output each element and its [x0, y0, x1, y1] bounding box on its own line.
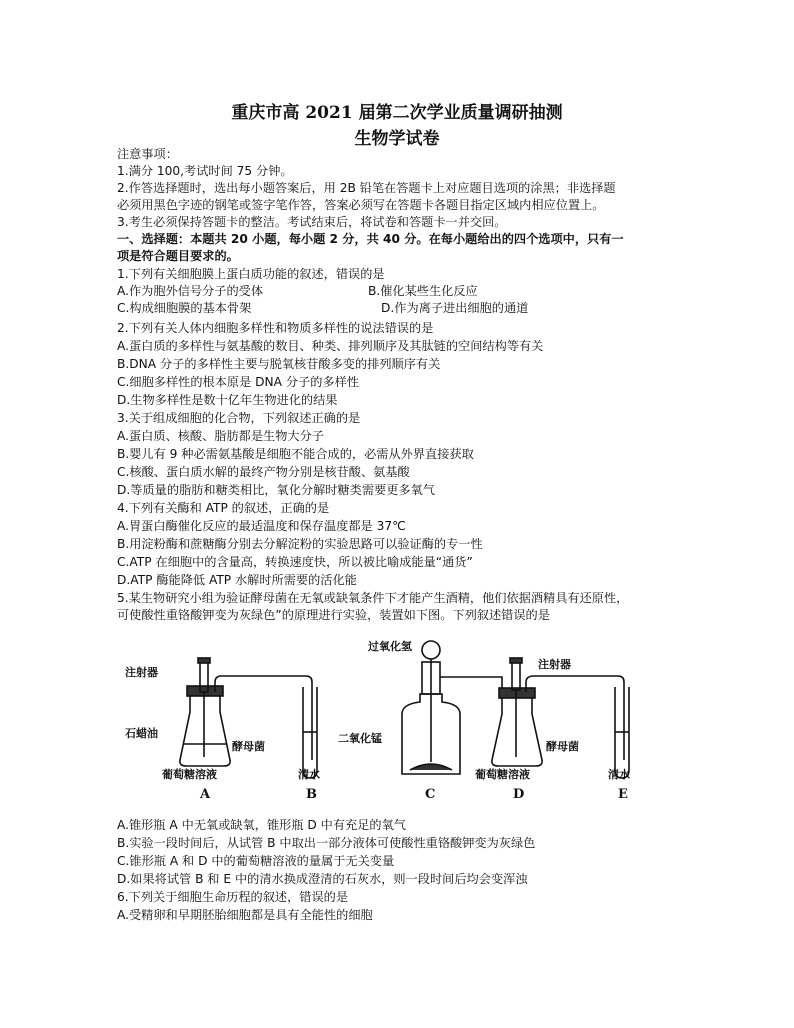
label-mno2: 二氧化锰	[338, 732, 382, 745]
q4-option-b: B.用淀粉酶和蔗糖酶分别去分解淀粉的实验思路可以验证酶的专一性	[117, 537, 483, 551]
q3-stem: 3.关于组成细胞的化合物，下列叙述正确的是	[117, 411, 361, 425]
q1-stem: 1.下列有关细胞膜上蛋白质功能的叙述，错误的是	[117, 267, 385, 281]
tube-c-d	[440, 677, 502, 692]
notice-item-3: 3.考生必须保持答题卡的整洁。考试结束后，将试卷和答题卡一并交回。	[117, 215, 507, 229]
q4-option-a: A.胃蛋白酶催化反应的最适温度和保存温度都是 37℃	[117, 519, 406, 533]
label-yeast-left: 酵母菌	[232, 740, 265, 753]
exam-title: 重庆市高 2021 届第二次学业质量调研抽测	[231, 103, 563, 123]
label-h2o2: 过氧化氢	[368, 640, 412, 653]
q1-option-c: C.构成细胞膜的基本骨架	[117, 301, 252, 315]
q1-option-b: B.催化某些生化反应	[368, 284, 478, 298]
exam-subtitle: 生物学试卷	[354, 129, 440, 149]
syringe-d	[512, 662, 520, 690]
q3-option-a: A.蛋白质、核酸、脂肪都是生物大分子	[117, 429, 324, 443]
section-heading: 一、选择题：本题共 20 小题，每小题 2 分，共 40 分。在每小题给出的四个选项中，只有一	[117, 232, 624, 246]
q2-stem: 2.下列有关人体内细胞多样性和物质多样性的说法错误的是	[117, 321, 434, 335]
stopcock-c	[422, 641, 440, 659]
q3-option-d: D.等质量的脂肪和糖类相比，氧化分解时糖类需要更多氧气	[117, 483, 435, 497]
label-letter-a: A	[200, 787, 211, 802]
label-syringe-left: 注射器	[125, 666, 158, 679]
flask-d	[492, 696, 542, 766]
notice-item-1: 1.满分 100,考试时间 75 分钟。	[117, 164, 293, 178]
q2-option-c: C.细胞多样性的根本原是 DNA 分子的多样性	[117, 375, 359, 389]
experiment-apparatus-figure	[120, 632, 640, 807]
q6-stem: 6.下列关于细胞生命历程的叙述，错误的是	[117, 890, 349, 904]
q4-option-c: C.ATP 在细胞中的含量高，转换速度快，所以被比喻成能量“通货”	[117, 555, 473, 569]
flask-a	[180, 694, 230, 766]
q6-option-a: A.受精卵和早期胚胎细胞都是具有全能性的细胞	[117, 908, 373, 922]
notice-item-2-cont: 必须用黑色字迹的钢笔或签字笔作答，答案必须写在答题卡各题目指定区域内相应位置上。	[117, 198, 605, 212]
label-water-right: 清水	[608, 768, 630, 781]
q3-option-c: C.核酸、蛋白质水解的最终产物分别是核苷酸、氨基酸	[117, 465, 410, 479]
q3-option-b: B.婴儿有 9 种必需氨基酸是细胞不能合成的，必需从外界直接获取	[117, 447, 474, 461]
q1-option-d: D.作为离子进出细胞的通道	[381, 301, 529, 315]
notice-heading: 注意事项：	[117, 147, 178, 161]
flask-a-stopper	[187, 686, 223, 696]
q5-option-b: B.实验一段时间后，从试管 B 中取出一部分液体可使酸性重铬酸钾变为灰绿色	[117, 836, 536, 850]
label-letter-d: D	[513, 787, 525, 802]
label-letter-c: C	[425, 787, 436, 802]
q1-option-a: A.作为胞外信号分子的受体	[117, 284, 264, 298]
label-wax-oil: 石蜡油	[125, 727, 158, 740]
q4-stem: 4.下列有关酶和 ATP 的叙述，正确的是	[117, 501, 330, 515]
label-glucose-left: 葡萄糖溶液	[162, 768, 217, 781]
notice-item-2: 2.作答选择题时，选出每小题答案后，用 2B 铅笔在答题卡上对应题目选项的涂黑；非选择题	[117, 181, 616, 195]
q2-option-b: B.DNA 分子的多样性主要与脱氧核苷酸多变的排列顺序有关	[117, 357, 441, 371]
label-letter-e: E	[618, 787, 628, 802]
q5-stem: 5.某生物研究小组为验证酵母菌在无氧或缺氧条件下才能产生酒精，他们依据酒精具有还原性，	[117, 591, 629, 605]
label-letter-b: B	[306, 787, 317, 802]
label-yeast-right: 酵母菌	[546, 740, 579, 753]
q5-option-c: C.锥形瓶 A 和 D 中的葡萄糖溶液的量属于无关变量	[117, 854, 395, 868]
q5-option-d: D.如果将试管 B 和 E 中的清水换成澄清的石灰水，则一段时间后均会变浑浊	[117, 872, 528, 886]
label-syringe-right: 注射器	[538, 658, 571, 671]
label-glucose-right: 葡萄糖溶液	[475, 768, 530, 781]
q2-option-d: D.生物多样性是数十亿年生物进化的结果	[117, 393, 338, 407]
q4-option-d: D.ATP 酶能降低 ATP 水解时所需要的活化能	[117, 573, 357, 587]
q2-option-a: A.蛋白质的多样性与氨基酸的数目、种类、排列顺序及其肽链的空间结构等有关	[117, 339, 544, 353]
section-heading-cont: 项是符合题目要求的。	[117, 249, 239, 263]
q5-option-a: A.锥形瓶 A 中无氧或缺氧，锥形瓶 D 中有充足的氧气	[117, 818, 406, 832]
label-water-left: 清水	[298, 768, 320, 781]
q5-stem-cont: 可使酸性重铬酸钾变为灰绿色”的原理进行实验，装置如下图。下列叙述错误的是	[117, 608, 550, 622]
